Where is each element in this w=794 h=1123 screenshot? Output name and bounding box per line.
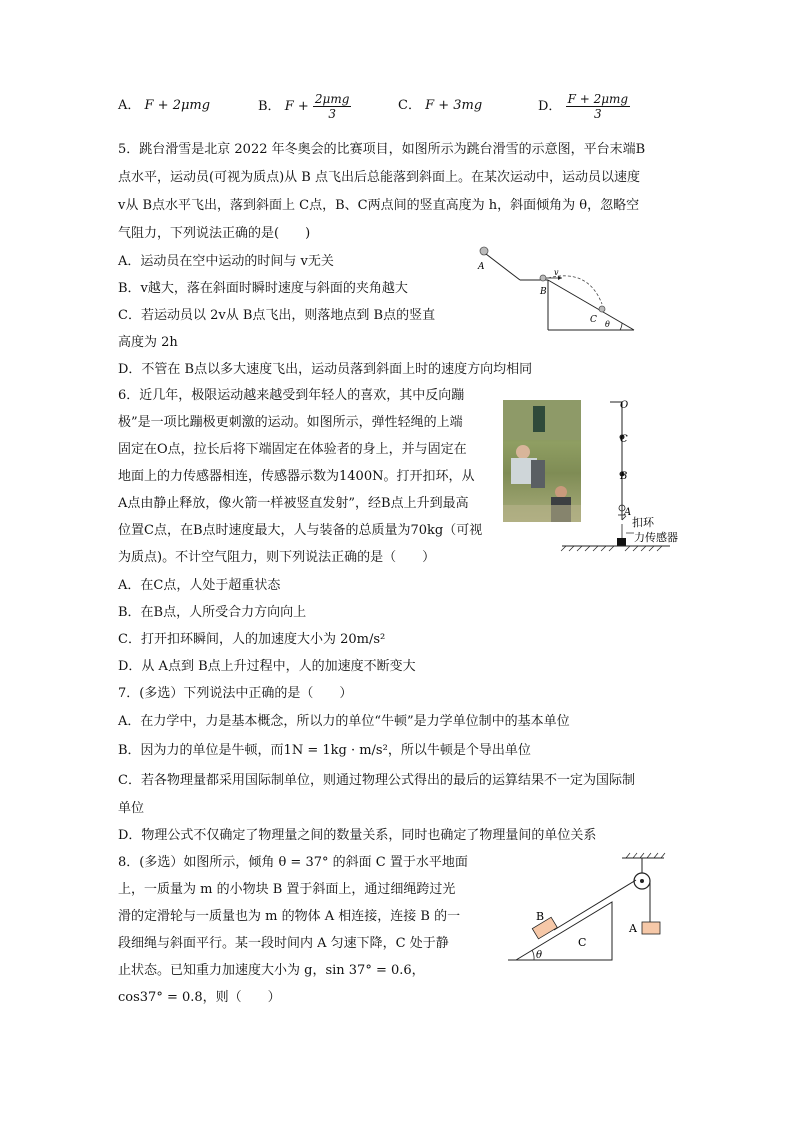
label-buckle: 扣环 [632, 516, 654, 529]
option-expression: F + 3mg [425, 98, 483, 113]
label-force-sensor: 力传感器 [634, 531, 678, 544]
q6-option-c: C．打开扣环瞬间，人的加速度大小为 20m/s² [118, 632, 386, 647]
label-b: B [620, 471, 628, 482]
skier-at-b [540, 275, 546, 281]
q4-option-c [398, 96, 482, 116]
q8-stem-line: 止状态。已知重力加速度大小为 g，sin 37° = 0.6， [118, 963, 425, 978]
q6-stem-line: 固定在O点，拉长后将下端固定在体验者的身上，并与固定在 [118, 442, 467, 457]
label-b: B [536, 910, 545, 923]
incline-c [516, 902, 612, 960]
q8-stem-line: cos37° = 0.8，则（ ） [118, 990, 281, 1005]
label-theta: θ [536, 950, 543, 961]
label-a: A [624, 507, 632, 518]
q5-option-c: C．若运动员以 2v从 B点飞出，则落地点到 B点的竖直 [118, 308, 436, 323]
q4-option-b [258, 92, 351, 121]
q6-stem-line: A点由静止释放，像火箭一样被竖直发射”，经B点上升到最高 [118, 496, 469, 511]
q5-option-b: B．v越大，落在斜面时瞬时速度与斜面的夹角越大 [118, 281, 408, 296]
label-c: C [578, 936, 587, 949]
trajectory-path [548, 276, 602, 304]
fraction-denominator: 3 [594, 107, 602, 121]
q5-stem-line: v从 B点水平飞出，落到斜面上 C点，B、C两点间的竖直高度为 h，斜面倾角为 θ，忽略空 [118, 198, 640, 213]
q5-stem-line: 点水平，运动员(可视为质点)从 B 点飞出后总能落到斜面上。在某次运动中，运动员以速度 [118, 170, 640, 185]
photo-person-head [516, 445, 530, 459]
q6-option-d: D．从 A点到 B点上升过程中，人的加速度不断变大 [118, 659, 416, 674]
q7-option-a: A．在力学中，力是基本概念，所以力的单位“牛顿”是力学单位制中的基本单位 [118, 714, 570, 729]
option-letter: C． [398, 98, 421, 113]
fraction-numerator: F + 2μmg [567, 92, 629, 106]
option-expression: F + 2μmg [144, 98, 211, 113]
ceiling-hatching [626, 853, 665, 858]
skier-start-ball [480, 247, 488, 255]
label-a: A [629, 922, 637, 935]
option-letter: D． [538, 99, 562, 114]
q8-stem-line: 段细绳与斜面平行。某一段时间内 A 匀速下降，C 处于静 [118, 936, 449, 951]
reverse-bungee-diagram [560, 392, 700, 552]
q7-option-b: B．因为力的单位是牛顿，而1N = 1kg · m/s²，所以牛顿是个导出单位 [118, 743, 531, 758]
label-theta: θ [605, 320, 610, 329]
fraction [313, 92, 352, 121]
q5-option-d: D．不管在 B点以多大速度飞出，运动员落到斜面上时的速度方向均相同 [118, 362, 533, 377]
photo-bungee-pod [533, 406, 545, 432]
q5-option-a: A．运动员在空中运动的时间与 v无关 [118, 254, 334, 269]
label-c: C [590, 315, 597, 325]
label-o: O [620, 400, 629, 411]
q6-stem-line: 为质点)。不计空气阻力，则下列说法正确的是（ ） [118, 550, 436, 565]
fraction-numerator: 2μmg [314, 92, 350, 106]
option-letter: B． [258, 99, 281, 114]
skier-at-c [599, 306, 605, 312]
q8-stem-line: 8．(多选）如图所示，倾角 θ = 37° 的斜面 C 置于水平地面 [118, 855, 468, 870]
arrow-head-icon [558, 276, 562, 280]
q5-option-c-cont: 高度为 2h [118, 335, 178, 350]
q7-option-c-cont: 单位 [118, 801, 145, 816]
q6-option-a: A．在C点，人处于超重状态 [118, 578, 281, 593]
q8-stem-line: 滑的定滑轮与一质量也为 m 的物体 A 相连接，连接 B 的一 [118, 909, 461, 924]
q8-stem-line: 上，一质量为 m 的小物块 B 置于斜面上，通过细绳跨过光 [118, 882, 456, 897]
incline-pulley-figure [486, 852, 672, 970]
option-expression: F + [284, 99, 309, 114]
q7-stem: 7．(多选）下列说法中正确的是（ ） [118, 686, 353, 701]
fraction-denominator: 3 [328, 107, 336, 121]
q6-option-b: B．在B点，人所受合力方向向上 [118, 605, 307, 620]
label-b: B [540, 287, 547, 297]
fraction [566, 92, 631, 121]
q4-option-d [538, 92, 630, 121]
label-a: A [478, 262, 485, 272]
ramp-line [486, 254, 520, 280]
q4-option-a [118, 96, 210, 116]
q6-stem-line: 地面上的力传感器相连，传感器示数为1400N。打开扣环，从 [118, 469, 475, 484]
q6-stem-line: 位置C点，在B点时速度最大，人与装备的总质量为70kg（可视 [118, 523, 483, 538]
q7-option-c: C．若各物理量都采用国际制单位，则通过物理公式得出的最后的运算结果不一定为国际制 [118, 773, 635, 788]
q5-stem-line: 5．跳台滑雪是北京 2022 年冬奥会的比赛项目，如图所示为跳台滑雪的示意图，平台末端B [118, 142, 646, 157]
q6-stem-line: 极”是一项比蹦极更刺激的运动。如图所示，弹性轻绳的上端 [118, 415, 463, 430]
photo-harness [531, 460, 545, 488]
pulley-axle [640, 879, 644, 883]
angle-arc [620, 323, 622, 330]
force-sensor-block [617, 538, 626, 546]
q6-stem-line: 6．近几年，极限运动越来越受到年轻人的喜欢，其中反向蹦 [118, 388, 465, 403]
block-a [642, 922, 660, 934]
q7-option-d: D．物理公式不仅确定了物理量之间的数量关系，同时也确定了物理量间的单位关系 [118, 828, 597, 843]
q5-stem-line: 气阻力，下列说法正确的是( ) [118, 226, 311, 241]
label-c: C [620, 434, 628, 445]
label-v: v [554, 268, 559, 277]
ground-hatching [561, 546, 662, 551]
option-letter: A． [118, 98, 141, 113]
ski-jump-figure [470, 242, 650, 338]
